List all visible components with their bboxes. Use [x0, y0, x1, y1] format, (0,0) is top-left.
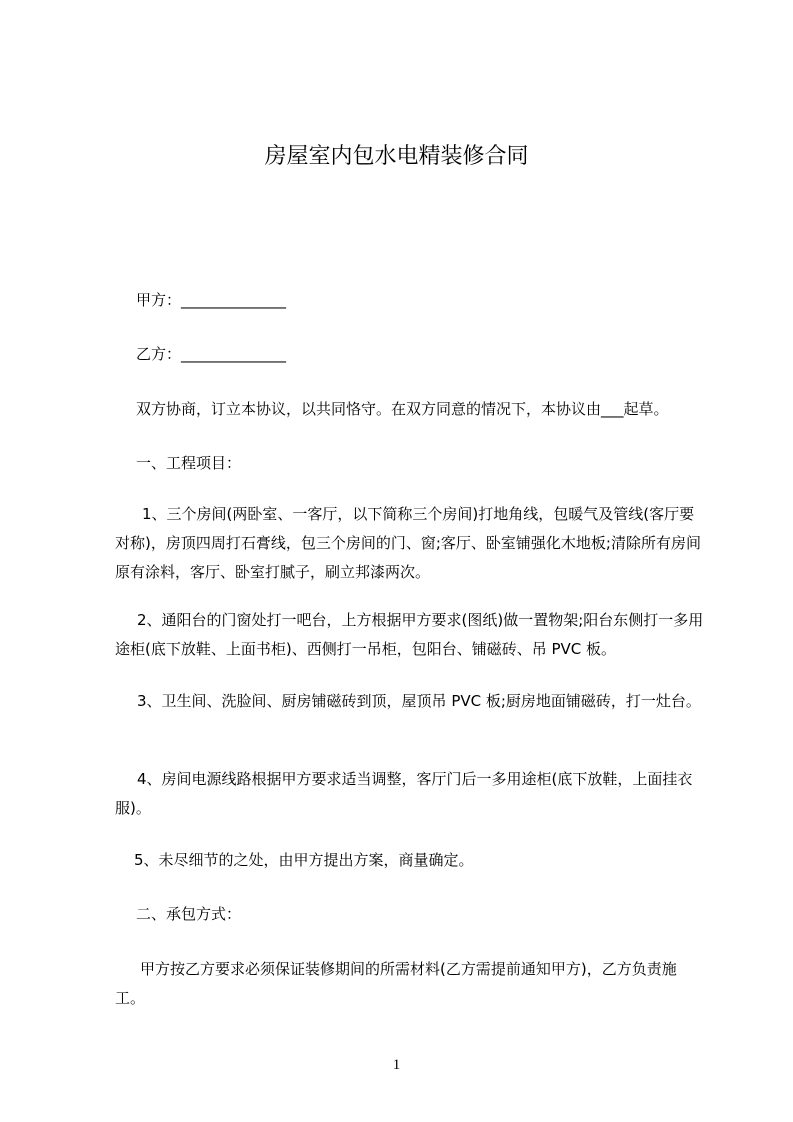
section-1-item-1: 1、三个房间(两卧室、一客厅，以下简称三个房间)打地角线，包暖气及管线(客厅要对称)，房顶四周打石膏线，包三个房间的门、窗;客厅、卧室铺强化木地板;清除所有房间原有涂料，客厅、卧室打腻子，刷立邦漆两次。: [115, 505, 701, 581]
party-a-line: 甲方：______________: [136, 291, 287, 309]
page-number: 1: [392, 1057, 401, 1073]
section-2-heading: 二、承包方式：: [136, 905, 242, 923]
section-1-item-5: 5、未尽细节的之处，由甲方提出方案，商量确定。: [134, 851, 474, 869]
intro-paragraph: 双方协商，订立本协议，以共同恪守。在双方同意的情况下，本协议由___起草。: [136, 400, 669, 418]
section-1-item-2: 2、通阳台的门窗处打一吧台，上方根据甲方要求(图纸)做一置物架;阳台东侧打一多用途柜(底下放鞋、上面书柜)、西侧打一吊柜，包阳台、铺磁砖、吊 PVC 板。: [115, 611, 704, 658]
section-2-body: 甲方按乙方要求必须保证装修期间的所需材料(乙方需提前通知甲方)，乙方负责施工。: [115, 960, 677, 1007]
section-1-item-3: 3、卫生间、洗脸间、厨房铺磁砖到顶，屋顶吊 PVC 板;厨房地面铺磁砖，打一灶台。: [137, 692, 701, 710]
document-title: 房屋室内包水电精装修合同: [264, 144, 529, 169]
section-1-heading: 一、工程项目：: [136, 454, 242, 472]
party-b-line: 乙方：______________: [136, 345, 287, 363]
section-1-item-4: 4、房间电源线路根据甲方要求适当调整，客厅门后一多用途柜(底下放鞋，上面挂衣服)。: [115, 770, 693, 817]
